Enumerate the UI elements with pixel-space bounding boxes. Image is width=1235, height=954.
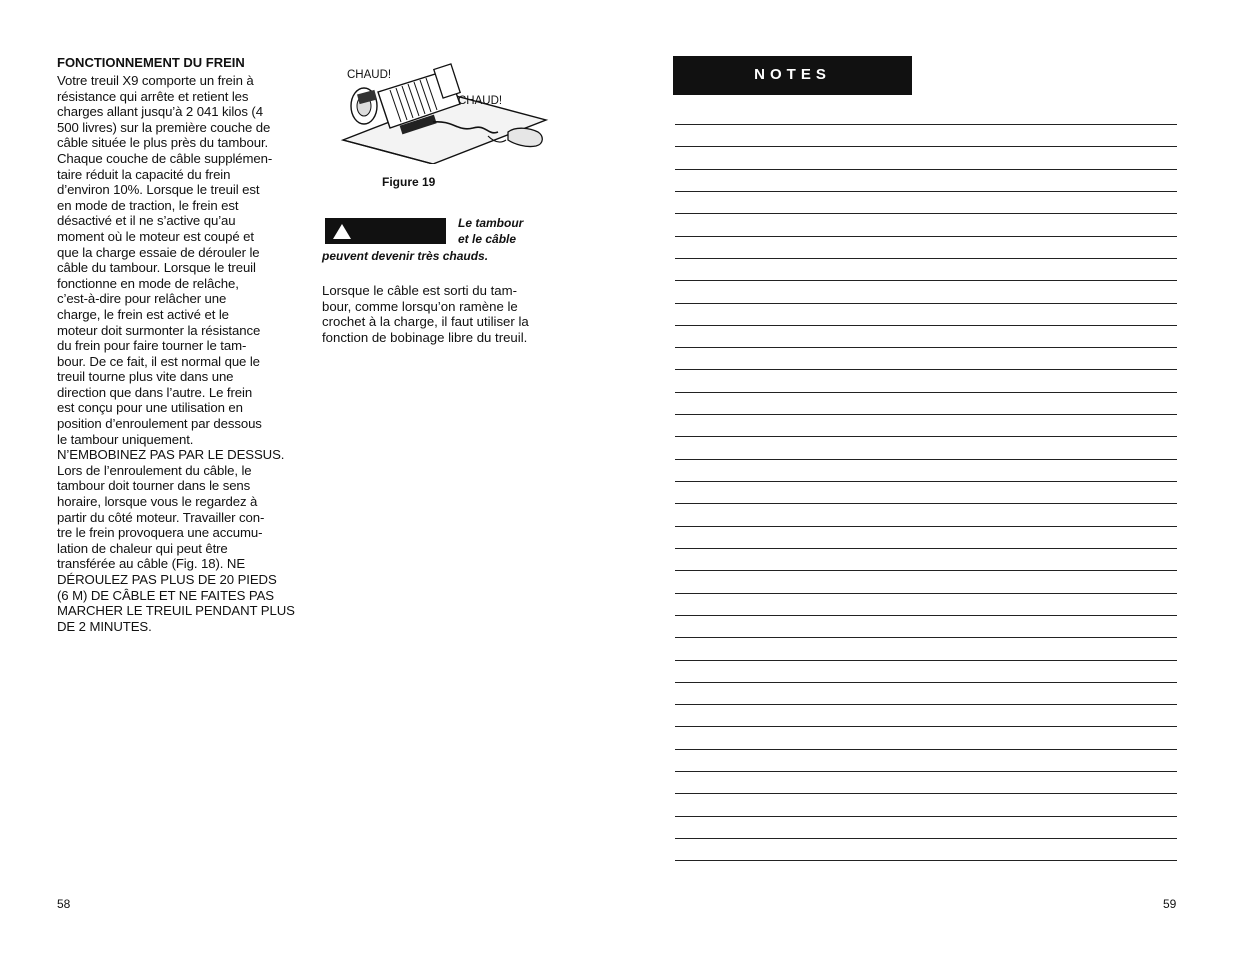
page-number-right: 59 [1163, 897, 1177, 911]
note-line [675, 749, 1177, 771]
note-line [675, 682, 1177, 704]
note-line [675, 704, 1177, 726]
free-spool-instruction: Lorsque le câble est sorti du tam- bour, comme lorsqu’on ramène le crochet à la charge, il faut utiliser la fonction de bobinage libre du treuil. [322, 283, 529, 345]
note-line [675, 169, 1177, 191]
note-line [675, 369, 1177, 391]
note-line [675, 548, 1177, 570]
warning-line-3: peuvent devenir très chauds. [322, 249, 489, 263]
section-heading: FONCTIONNEMENT DU FREIN [57, 55, 245, 70]
note-line [675, 392, 1177, 414]
warning-line-2: et le câble [458, 232, 517, 246]
note-line [675, 280, 1177, 302]
note-line [675, 526, 1177, 548]
note-line [675, 637, 1177, 659]
note-line [675, 325, 1177, 347]
notes-title: NOTES [673, 56, 912, 95]
note-line [675, 436, 1177, 458]
note-line [675, 481, 1177, 503]
page-number-left: 58 [57, 897, 71, 911]
note-line [675, 503, 1177, 525]
warning-line-1: Le tambour [458, 216, 524, 230]
note-line [675, 258, 1177, 280]
warning-triangle-icon [333, 224, 351, 239]
note-line [675, 660, 1177, 682]
note-line [675, 593, 1177, 615]
note-line [675, 860, 1177, 882]
hot-label-motor: CHAUD! [347, 69, 392, 81]
note-line [675, 838, 1177, 860]
note-line [675, 191, 1177, 213]
note-line [675, 303, 1177, 325]
note-line [675, 726, 1177, 748]
note-line [675, 347, 1177, 369]
note-line [675, 615, 1177, 637]
note-line [675, 213, 1177, 235]
note-line [675, 771, 1177, 793]
hot-label-cable: CHAUD! [458, 95, 503, 107]
figure-caption: Figure 19 [382, 175, 436, 189]
note-line [675, 570, 1177, 592]
note-line [675, 124, 1177, 146]
note-line [675, 793, 1177, 815]
brake-description: Votre treuil X9 comporte un frein à résistance qui arrête et retient les charges allant jusqu’à 2 041 kilos (4 500 livres) sur la première couche de câble située le plus près du tambour. Chaque couche de câble supplémen- taire réduit la capacité du frein d’environ 10%. Lorsque le treuil est en mode de traction, le frein est désactivé et il ne s’active qu’au moment où le moteur est coupé et que la charge essaie de dérouler le câble du tambour. Lorsque le treuil fonctionne en mode de relâche, c’est-à-dire pour relâcher une charge, le frein est activé et le moteur doit surmonter la résistance du frein pour faire tourner le tam- bour. De ce fait, il est normal que le treuil tourne plus vite dans une direction que dans l’autre. Le frein est conçu pour une utilisation en position d’enroulement par dessous le tambour uniquement. N’EMBOBINEZ PAS PAR LE DESSUS. Lors de l’enroulement du câble, le tambour doit tourner dans le sens horaire, lorsque vous le regardez à partir du côté moteur. Travailler con- tre le frein provoquera une accumu- lation de chaleur qui peut être transférée au câble (Fig. 18). NE DÉROULEZ PAS PLUS DE 20 PIEDS (6 M) DE CÂBLE ET NE FAITES PAS MARCHER LE TREUIL PENDANT PLUS DE 2 MINUTES. [57, 73, 295, 634]
note-line [675, 816, 1177, 838]
note-line [675, 236, 1177, 258]
notes-lines [675, 124, 1177, 883]
warning-banner [325, 218, 446, 244]
note-line [675, 146, 1177, 168]
note-line [675, 414, 1177, 436]
note-line [675, 459, 1177, 481]
brake-section [57, 54, 299, 634]
